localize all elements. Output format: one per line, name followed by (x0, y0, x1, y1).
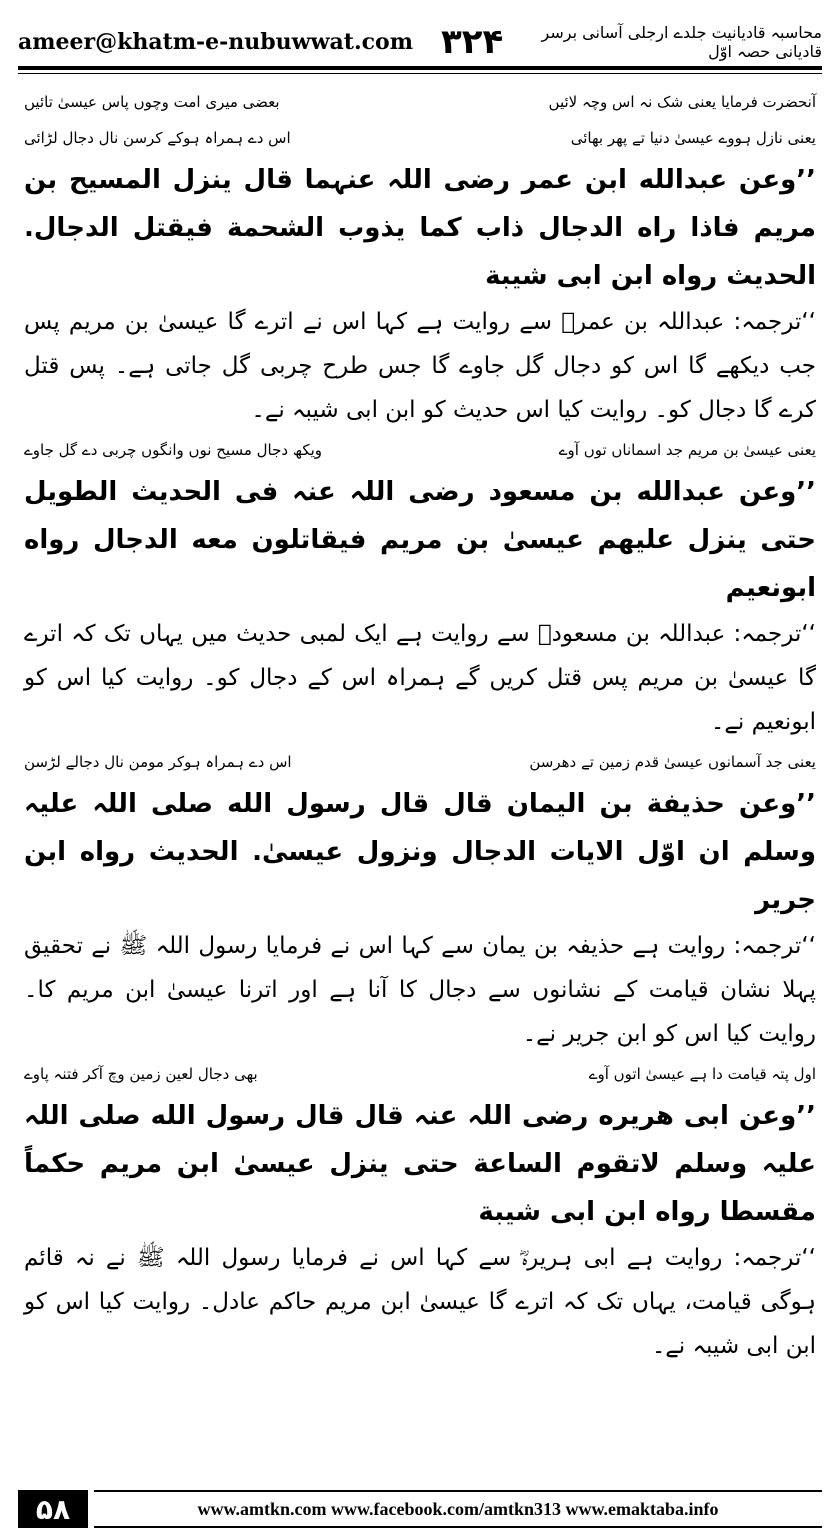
header-book-title: محاسبہ قادیانیت جلدے ارجلی آسانی برسر قادیانی حصہ اوّل (541, 23, 822, 61)
header-rule-thick (18, 66, 822, 70)
verse-second-line: اس دے ہمراہ ہوکر مومن نال دجالے لڑسن (24, 753, 292, 771)
verse-second-line: ویکھ دجال مسیح نوں وانگوں چربی دے گل جاوے (24, 441, 323, 459)
verse-first-line: یعنی عیسیٰ بن مریم جد اسماناں توں آوے (558, 441, 816, 459)
verse-first-line: آنحضرت فرمایا یعنی شک نہ اس وچہ لائیں (548, 93, 816, 111)
urdu-translation: ‘‘ترجمہ: عبداللہ بن عمرؓ سے روایت ہے کہا اس نے اترے گا عیسیٰ بن مریم پس جب دیکھے گا اس کو دجال گل جاوے گا جس طرح چربی گل جاتی ہے۔ پس قتل کرے گا دجال کو۔ روایت کیا اس حدیث کو ابن ابی شیبہ نے۔ (24, 309, 816, 423)
section-2 (24, 432, 816, 744)
page-body (24, 84, 816, 1368)
arabic-hadith: ’’وعن عبدالله بن مسعود رضی اللہ عنہ فی الحدیث الطویل حتی ینزل علیهم عیسیٰ بن مریم فیقاتلون معه الدجال رواه ابونعیم (24, 477, 816, 603)
section-4 (24, 1056, 816, 1368)
section-1 (24, 84, 816, 432)
verse-second-line: بھی دجال لعین زمین وچ آکر فتنہ پاوے (24, 1065, 258, 1083)
urdu-translation: ‘‘ترجمہ: روایت ہے حذیفہ بن یمان سے کہا اس نے فرمایا رسول اللہ ﷺ نے تحقیق پہلا نشان قیامت کے نشانوں سے دجال کا آنا ہے اور اترنا عیسیٰ ابن مریم کا۔ روایت کیا اس کو ابن جریر نے۔ (24, 933, 816, 1047)
verse-first-line: یعنی نازل ہووے عیسیٰ دنیا تے پھر بھائی (570, 129, 816, 147)
arabic-hadith: ’’وعن ابی هریره رضی اللہ عنہ قال قال رسول الله صلی اللہ علیہ وسلم لاتقوم الساعة حتی ینزل عیسیٰ ابن مریم حکماً مقسطا رواه ابن ابی شیبة (24, 1101, 816, 1227)
footer-page-number: ۵۸ (18, 1490, 88, 1528)
verse-couplet (24, 432, 816, 468)
page-footer (18, 1490, 822, 1528)
header-email: ameer@khatm-e-nubuwwat.com (18, 29, 413, 55)
arabic-hadith: ’’وعن حذیفة بن الیمان قال قال رسول الله صلی اللہ علیہ وسلم ان اوّل الایات الدجال ونزول عیسیٰ. الحدیث رواه ابن جریر (24, 789, 816, 915)
verse-second-line: بعضی میری امت وچوں پاس عیسیٰ تائیں (24, 93, 280, 111)
verse-couplet (24, 84, 816, 120)
verse-first-line: اول پتہ قیامت دا ہے عیسیٰ اتوں آوے (588, 1065, 816, 1083)
verse-second-line: اس دے ہمراہ ہوکے کرسن نال دجال لڑائی (24, 129, 291, 147)
verse-first-line: یعنی جد آسمانوں عیسیٰ قدم زمین تے دھرسن (529, 753, 816, 771)
verse-couplet (24, 1056, 816, 1092)
urdu-translation: ‘‘ترجمہ: روایت ہے ابی ہریرہؓ سے کہا اس نے فرمایا رسول اللہ ﷺ نے نہ قائم ہوگی قیامت، یہاں تک کہ اترے گا عیسیٰ ابن مریم حاکم عادل۔ روایت کیا اس کو ابن ابی شیبہ نے۔ (24, 1245, 816, 1359)
header-rule-thin (18, 73, 822, 74)
verse-couplet (24, 120, 816, 156)
verse-couplet (24, 744, 816, 780)
section-3 (24, 744, 816, 1056)
footer-links: www.amtkn.com www.facebook.com/amtkn313 www.emaktaba.info (94, 1490, 822, 1528)
urdu-translation: ‘‘ترجمہ: عبداللہ بن مسعودؓ سے روایت ہے ایک لمبی حدیث میں یہاں تک کہ اترے گا عیسیٰ بن مریم پس قتل کریں گے ہمراہ اس کے دجال کو۔ روایت کیا اس کو ابونعیم نے۔ (24, 621, 816, 735)
header-page-number: ۳۲۴ (440, 22, 504, 62)
arabic-hadith: ’’وعن عبدالله ابن عمر رضی اللہ عنہما قال ینزل المسیح بن مریم فاذا راه الدجال ذاب کما یذوب الشحمة فیقتل الدجال. الحدیث رواه ابن ابی شیبة (24, 165, 816, 291)
page-header (18, 18, 822, 66)
